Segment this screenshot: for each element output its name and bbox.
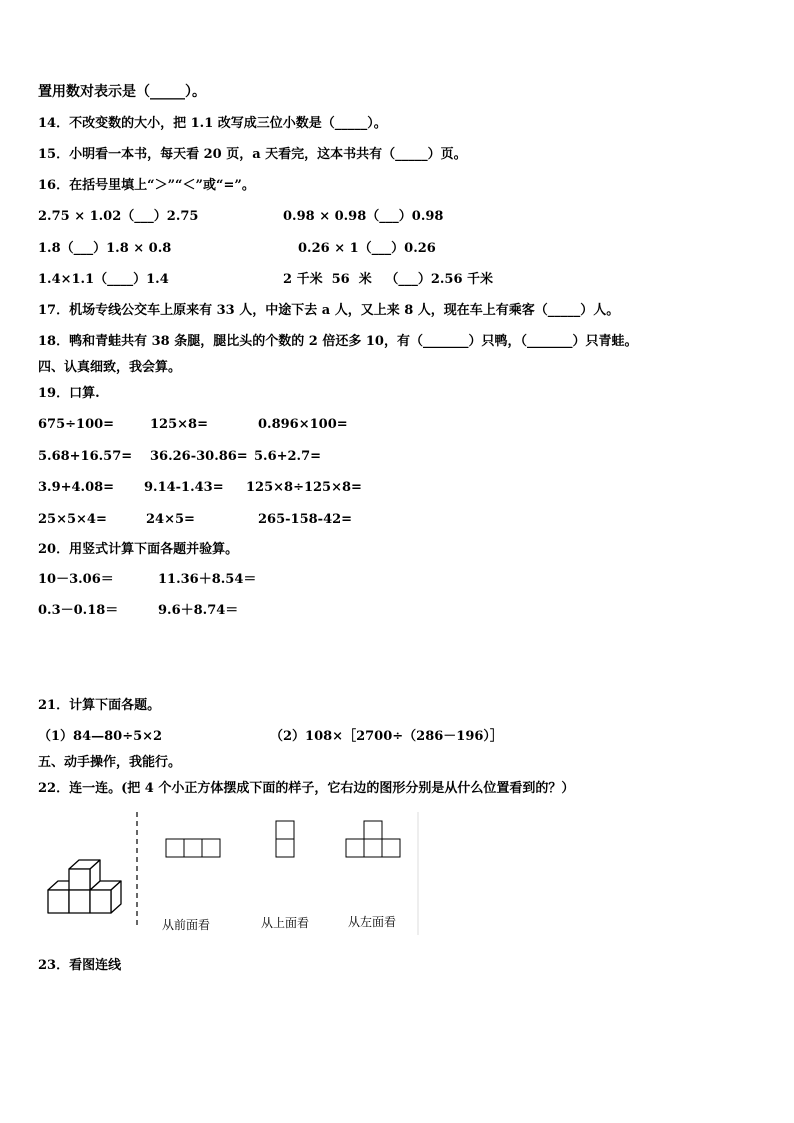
calc-r3c1: 3.9+4.08= (38, 480, 115, 495)
front-view-grid (166, 839, 220, 857)
question-15: 15．小明看一本书，每天看 20 页，a 天看完，这本书共有（_____）页。 (38, 147, 467, 162)
question-17: 17．机场专线公交车上原来有 33 人，中途下去 a 人，又上来 8 人，现在车上有乘客（_____）人。 (38, 303, 620, 318)
q20-item-a2: 11.36＋8.54＝ (158, 572, 257, 587)
q16-item-c2: 2 千米 56 米 （___）2.56 千米 (283, 272, 494, 287)
line-1: 置用数对表示是（_____）。 (38, 84, 206, 100)
q16-item-b1: 1.8（___）1.8 × 0.8 (38, 241, 172, 256)
caption-left-view: 从左面看 (348, 915, 397, 929)
question-19: 19．口算. (38, 386, 100, 401)
q20-item-a1: 10－3.06＝ (38, 572, 114, 587)
q20-item-b2: 9.6＋8.74＝ (158, 603, 239, 618)
top-view-grid (276, 821, 294, 857)
section-5-heading: 五、动手操作，我能行。 (38, 755, 182, 770)
question-16: 16．在括号里填上“＞”“＜”或“=”。 (38, 178, 255, 193)
caption-front-view: 从前面看 (162, 918, 211, 932)
calc-r3c2: 9.14-1.43= (144, 480, 224, 495)
calc-r4c3: 265-158-42= (258, 512, 353, 527)
question-21: 21．计算下面各题。 (38, 698, 161, 713)
calc-r3c3: 125×8÷125×8= (246, 480, 362, 495)
calc-r1c2: 125×8= (150, 417, 208, 432)
calc-r2c1: 5.68+16.57= (38, 449, 133, 464)
q21-item-a: （1）84—80÷5×2 (38, 729, 163, 744)
question-22: 22．连一连。(把 4 个小正方体摆成下面的样子，它右边的图形分别是从什么位置看到的？） (38, 781, 575, 796)
q16-item-a2: 0.98 × 0.98（___）0.98 (283, 209, 444, 224)
caption-top-view: 从上面看 (261, 916, 310, 930)
q21-item-b: （2）108×［2700÷（286－196）］ (270, 729, 503, 744)
q16-item-c1: 1.4×1.1（____）1.4 (38, 272, 169, 287)
question-14: 14．不改变数的大小，把 1.1 改写成三位小数是（_____）。 (38, 116, 387, 131)
calc-r1c1: 675÷100= (38, 417, 115, 432)
question-23: 23．看图连线 (38, 958, 122, 973)
cube-stack-drawing (48, 860, 121, 913)
calc-r4c2: 24×5= (146, 512, 195, 527)
q20-item-b1: 0.3－0.18＝ (38, 603, 119, 618)
question-20: 20．用竖式计算下面各题并验算。 (38, 542, 239, 557)
left-view-grid (346, 821, 400, 857)
calc-r1c3: 0.896×100= (258, 417, 348, 432)
q16-item-a1: 2.75 × 1.02（___）2.75 (38, 209, 199, 224)
section-4-heading: 四、认真细致，我会算。 (38, 360, 182, 375)
calc-r2c3: 5.6+2.7= (254, 449, 322, 464)
question-18: 18．鸭和青蛙共有 38 条腿，腿比头的个数的 2 倍还多 10，有（_______）只鸭，（_______）只青蛙。 (38, 334, 638, 349)
calc-r2c2: 36.26-30.86= (150, 449, 248, 464)
calc-r4c1: 25×5×4= (38, 512, 107, 527)
q16-item-b2: 0.26 × 1（___）0.26 (298, 241, 436, 256)
